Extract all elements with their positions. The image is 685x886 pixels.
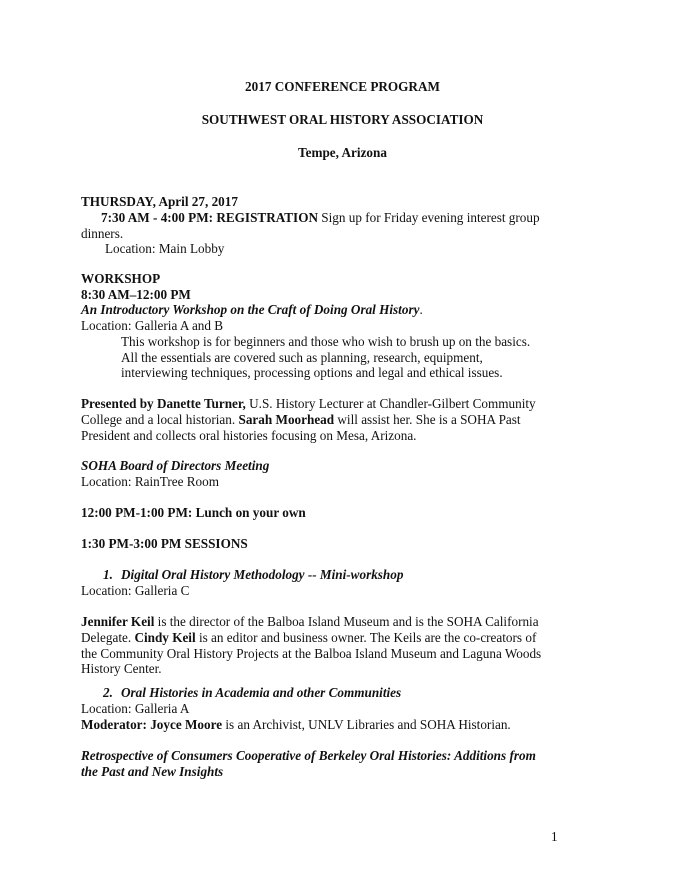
workshop-description-1: This workshop is for beginners and those who wish to brush up on the basics. [121, 334, 531, 349]
program-title: 2017 CONFERENCE PROGRAM [245, 79, 440, 94]
session-2-moderator: Moderator: Joyce Moore is an Archivist, UNLV Libraries and SOHA Historian. [81, 717, 511, 732]
sessions-heading: 1:30 PM-3:00 PM SESSIONS [81, 536, 248, 551]
presenter-name: Presented by Danette Turner, [81, 396, 246, 411]
presenter-line-2: College and a local historian. Sarah Moorhead will assist her. She is a SOHA Past [81, 412, 521, 427]
workshop-description-3: interviewing techniques, processing options and legal and ethical issues. [121, 365, 503, 380]
session-2-title: Oral Histories in Academia and other Communities [121, 685, 402, 700]
assistant-name: Sarah Moorhead [238, 412, 335, 427]
registration-location: Location: Main Lobby [105, 241, 225, 256]
registration-text-cont: dinners. [81, 226, 124, 241]
session-1-title: Digital Oral History Methodology -- Mini-workshop [121, 567, 404, 582]
registration-text: Sign up for Friday evening interest group [317, 210, 540, 225]
session-1-location: Location: Galleria C [81, 583, 190, 598]
presenter-line-1: Presented by Danette Turner, U.S. History Lecturer at Chandler-Gilbert Community [81, 396, 536, 411]
session-1-bio-1: Jennifer Keil is the director of the Balboa Island Museum and is the SOHA California [81, 614, 539, 629]
organization-name: SOUTHWEST ORAL HISTORY ASSOCIATION [201, 112, 484, 127]
page-number: 1 [551, 829, 558, 844]
registration-time: 7:30 AM - 4:00 PM: REGISTRATION [101, 210, 318, 225]
session-1-bio-3: the Community Oral History Projects at the Balboa Island Museum and Laguna Woods [81, 646, 542, 661]
day-heading: THURSDAY, April 27, 2017 [81, 194, 238, 209]
presentation-title-2: the Past and New Insights [81, 764, 224, 779]
board-meeting-location: Location: RainTree Room [81, 474, 219, 489]
board-meeting-title: SOHA Board of Directors Meeting [81, 458, 270, 473]
presentation-title-1: Retrospective of Consumers Cooperative of Berkeley Oral Histories: Additions from [81, 748, 536, 763]
workshop-title: An Introductory Workshop on the Craft of Doing Oral History [81, 302, 420, 317]
lunch-line: 12:00 PM-1:00 PM: Lunch on your own [81, 505, 306, 520]
conference-location: Tempe, Arizona [298, 145, 387, 160]
workshop-location: Location: Galleria A and B [81, 318, 224, 333]
workshop-title-line: An Introductory Workshop on the Craft of Doing Oral History. [81, 302, 423, 317]
session-2-number: 2. [103, 685, 113, 700]
session-1-bio-2: Delegate. Cindy Keil is an editor and business owner. The Keils are the co-creators of [81, 630, 537, 645]
presenter-line-3: President and collects oral histories focusing on Mesa, Arizona. [81, 428, 417, 443]
workshop-time: 8:30 AM–12:00 PM [81, 287, 191, 302]
workshop-heading: WORKSHOP [81, 271, 161, 286]
session-1-bio-4: History Center. [81, 661, 162, 676]
workshop-description-2: All the essentials are covered such as planning, research, equipment, [121, 350, 483, 365]
session-2-location: Location: Galleria A [81, 701, 190, 716]
registration-line [101, 210, 540, 226]
session-1-number: 1. [103, 567, 113, 582]
